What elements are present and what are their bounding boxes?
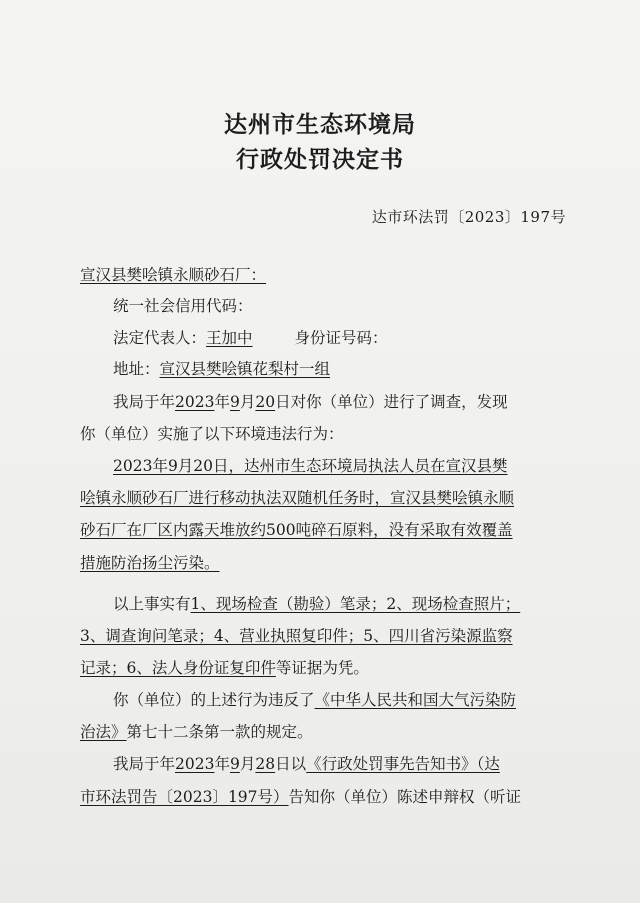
address-value: 宣汉县樊哙镇花梨村一组 [159,360,331,378]
recipient-name: 宣汉县樊哙镇永顺砂石厂： [80,266,267,284]
evidence-suffix: 等证据为凭。 [275,659,369,677]
notice-day-suffix: 日以 [275,755,307,773]
notice-line-1 [113,754,500,774]
legal-rep-name: 王加中 [206,329,253,347]
law-name-part-1: 《中华人民共和国大气污染防 [314,691,517,709]
evidence-items-3: 记录；6、法人身份证复印件 [80,659,276,677]
address-label: 地址： [113,360,160,378]
evidence-line-3 [80,658,369,678]
law-article: 第七十二条第一款的规定。 [126,723,313,741]
address-line [113,359,330,379]
notice-suffix: 告知你（单位）陈述申辩权（听证 [288,788,522,806]
investigation-line-1 [113,392,508,412]
notice-line-2 [80,787,521,807]
investigation-day: 20 [255,393,276,411]
month-suffix: 月 [239,393,256,411]
violation-line-2: 哙镇永顺砂石厂进行移动执法双随机任务时，宣汉县樊哙镇永顺 [80,489,515,507]
evidence-line-2: 3、调查询问笔录；4、营业执照复印件；5、四川省污染源监察 [80,627,513,645]
violation-line-3: 砂石厂在厂区内露天堆放约500吨碎石原料，没有采取有效覆盖 [80,521,513,539]
law-prefix: 你（单位）的上述行为违反了 [113,691,315,709]
agency-title: 达州市生态环境局 [224,111,416,138]
year-suffix: 年 [214,393,230,411]
evidence-prefix: 以上事实有 [113,595,191,613]
legal-rep-line [113,328,388,348]
notice-prefix: 我局于年 [113,755,176,773]
law-line-1 [113,690,516,710]
document-number: 达市环法罚〔2023〕197号 [371,208,566,226]
credit-code-line [113,296,253,316]
investigation-suffix: 日对你（单位）进行了调查，发现 [275,393,508,411]
notice-year: 2023 [175,755,215,773]
law-line-2 [80,722,313,742]
evidence-line-1 [113,594,520,614]
investigation-line-2: 你（单位）实施了以下环境违法行为： [80,425,344,443]
legal-rep-label: 法定代表人： [113,329,207,347]
investigation-month: 9 [229,393,240,411]
document-type-title: 行政处罚决定书 [236,146,404,173]
credit-code-label: 统一社会信用代码： [113,297,253,315]
recipient-line [80,265,266,285]
evidence-items-1: 1、现场检查（勘验）笔录；2、现场检查照片； [190,595,521,613]
law-name-part-2: 治法》 [80,723,127,741]
violation-line-1: 2023年9月20日，达州市生态环境局执法人员在宣汉县樊 [113,457,508,475]
notice-month: 9 [229,755,240,773]
notice-document-title: 《行政处罚事先告知书》（达 [306,755,500,773]
investigation-prefix: 我局于年 [113,393,176,411]
notice-month-suffix: 月 [239,755,256,773]
violation-line-4: 措施防治扬尘污染。 [80,554,220,572]
id-number-label: 身份证号码： [294,329,388,347]
notice-year-suffix: 年 [214,755,230,773]
notice-document-number: 市环法罚告〔2023〕197号） [80,788,289,806]
notice-day: 28 [255,755,276,773]
investigation-year: 2023 [175,393,215,411]
